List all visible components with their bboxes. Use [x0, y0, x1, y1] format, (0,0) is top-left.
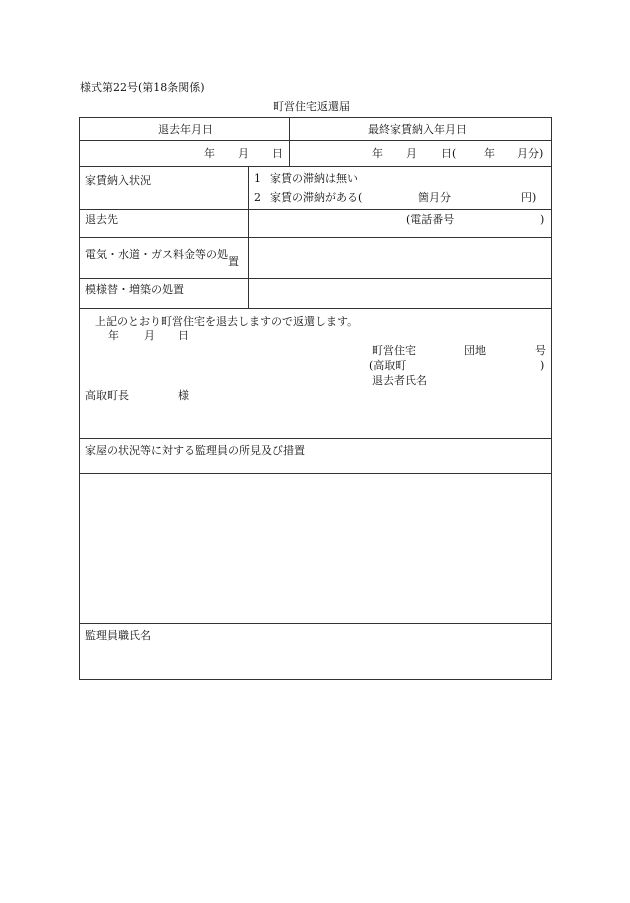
paid-month-unit: 月	[406, 147, 417, 160]
row-divider-9	[79, 623, 552, 624]
header-column-divider	[289, 117, 290, 166]
vacate-month-unit: 月	[238, 147, 249, 160]
arrears-months-unit: 箇月分	[418, 191, 451, 204]
addressee-mayor: 高取町長	[85, 389, 129, 402]
supervisor-name-label: 監理員職氏名	[85, 629, 151, 642]
rent-option-2-text: 家賃の滞納がある(	[270, 191, 363, 204]
paid-period-month-unit: 月分)	[517, 147, 544, 160]
arrears-yen-unit: 円)	[521, 191, 537, 204]
row-divider-3	[79, 209, 552, 210]
declaration-year-unit: 年	[108, 329, 119, 342]
row-divider-4	[79, 237, 552, 238]
renovation-label: 模様替・増築の処置	[85, 283, 184, 296]
declaration-month-unit: 月	[144, 329, 155, 342]
rent-option-1-text: 家賃の滞納は無い	[270, 172, 358, 185]
utilities-label	[85, 248, 239, 268]
address-close: )	[540, 359, 545, 372]
destination-label: 退去先	[85, 213, 118, 226]
utilities-label-main: 電気・水道・ガス料金等の処	[85, 248, 228, 261]
vacate-date-label: 退去年月日	[158, 123, 213, 136]
declaration-day-unit: 日	[178, 329, 189, 342]
addressee-honorific: 様	[178, 389, 189, 402]
table-border-bottom	[79, 679, 552, 680]
row-divider-8	[79, 473, 552, 474]
row-divider-6	[79, 308, 552, 309]
form-number: 様式第22号(第18条関係)	[80, 81, 205, 94]
unit-number-label: 号	[535, 344, 546, 357]
row-divider-7	[79, 438, 552, 439]
form-title: 町営住宅返還届	[273, 100, 350, 113]
phone-number-label: (電話番号	[406, 213, 455, 226]
housing-label: 町営住宅	[372, 344, 416, 357]
row-divider-5	[79, 278, 552, 279]
declaration-statement: 上記のとおり町営住宅を退去しますので返還します。	[95, 315, 359, 328]
table-border-right	[551, 117, 552, 680]
rent-status-label: 家賃納入状況	[85, 174, 151, 187]
row-divider-2	[79, 166, 552, 167]
danchi-label: 団地	[464, 344, 486, 357]
table-border-top	[79, 117, 552, 118]
supervisor-opinion-label: 家屋の状況等に対する監理員の所見及び措置	[85, 444, 305, 457]
row-divider-1	[79, 140, 552, 141]
paid-day-unit: 日(	[441, 147, 457, 160]
utilities-label-tail: 置	[228, 255, 239, 268]
last-rent-paid-label: 最終家賃納入年月日	[368, 123, 467, 136]
vacate-day-unit: 日	[272, 147, 283, 160]
label-column-divider	[248, 166, 249, 308]
paid-year-unit: 年	[372, 147, 383, 160]
address-label: (高取町	[369, 359, 407, 372]
table-border-left	[79, 117, 80, 680]
rent-option-2-number: 2	[254, 191, 261, 204]
vacating-tenant-name-label: 退去者氏名	[372, 374, 427, 387]
rent-option-1-number: 1	[254, 172, 261, 185]
vacate-year-unit: 年	[204, 147, 215, 160]
paid-period-year-unit: 年	[484, 147, 495, 160]
phone-number-close: )	[540, 213, 545, 226]
